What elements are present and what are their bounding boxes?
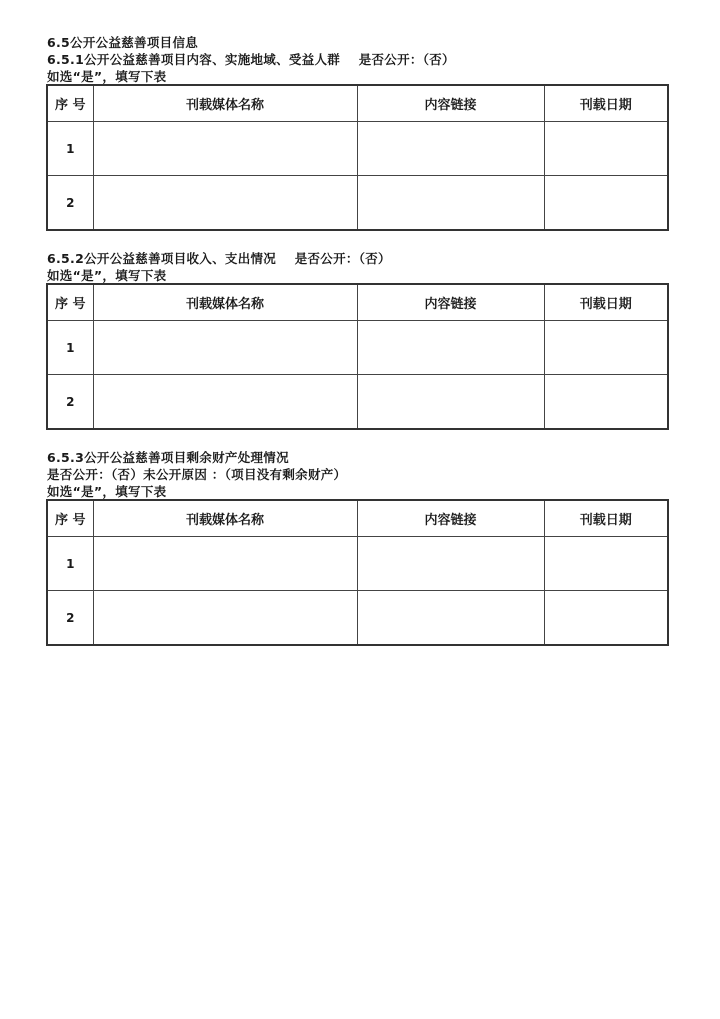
header-media-name: 刊载媒体名称 bbox=[93, 85, 357, 122]
media-name-cell[interactable] bbox=[93, 122, 357, 176]
row-number: 1 bbox=[47, 122, 93, 176]
publish-date-cell[interactable] bbox=[544, 321, 668, 375]
media-table-6-5-1 bbox=[46, 84, 669, 231]
section-6-5-2-heading: 6.5.2公开公益慈善项目收入、支出情况 是否公开：（否） bbox=[47, 251, 391, 266]
header-content-link: 内容链接 bbox=[357, 500, 544, 537]
content-link-cell[interactable] bbox=[357, 176, 544, 231]
header-content-link: 内容链接 bbox=[357, 85, 544, 122]
row-number: 2 bbox=[47, 591, 93, 646]
media-name-cell[interactable] bbox=[93, 176, 357, 231]
table-row bbox=[47, 591, 668, 646]
media-table-6-5-2 bbox=[46, 283, 669, 430]
row-number: 1 bbox=[47, 321, 93, 375]
table-row bbox=[47, 176, 668, 231]
section-6-5-3-heading: 6.5.3公开公益慈善项目剩余财产处理情况 bbox=[47, 450, 289, 465]
table-row bbox=[47, 321, 668, 375]
section-6-5-1-heading: 6.5.1公开公益慈善项目内容、实施地域、受益人群 是否公开：（否） bbox=[47, 52, 455, 67]
section-title: 6.5公开公益慈善项目信息 bbox=[47, 35, 199, 50]
header-serial: 序 号 bbox=[47, 284, 93, 321]
table-row bbox=[47, 537, 668, 591]
header-publish-date: 刊载日期 bbox=[544, 500, 668, 537]
publish-date-cell[interactable] bbox=[544, 176, 668, 231]
section-6-5-3-note: 如选“是”，填写下表 bbox=[47, 484, 167, 499]
section-6-5-3-subheading: 是否公开：（否）未公开原因 ：（项目没有剩余财产） bbox=[47, 467, 347, 482]
table-row bbox=[47, 122, 668, 176]
section-6-5-2-note: 如选“是”，填写下表 bbox=[47, 268, 167, 283]
row-number: 1 bbox=[47, 537, 93, 591]
table-header-row bbox=[47, 284, 668, 321]
publish-date-cell[interactable] bbox=[544, 122, 668, 176]
header-media-name: 刊载媒体名称 bbox=[93, 500, 357, 537]
media-name-cell[interactable] bbox=[93, 321, 357, 375]
publish-date-cell[interactable] bbox=[544, 591, 668, 646]
media-name-cell[interactable] bbox=[93, 375, 357, 430]
publish-date-cell[interactable] bbox=[544, 375, 668, 430]
media-table-6-5-3 bbox=[46, 499, 669, 646]
media-name-cell[interactable] bbox=[93, 591, 357, 646]
header-serial: 序 号 bbox=[47, 85, 93, 122]
content-link-cell[interactable] bbox=[357, 321, 544, 375]
header-media-name: 刊载媒体名称 bbox=[93, 284, 357, 321]
content-link-cell[interactable] bbox=[357, 375, 544, 430]
table-header-row bbox=[47, 85, 668, 122]
publish-date-cell[interactable] bbox=[544, 537, 668, 591]
header-serial: 序 号 bbox=[47, 500, 93, 537]
row-number: 2 bbox=[47, 176, 93, 231]
content-link-cell[interactable] bbox=[357, 537, 544, 591]
table-row bbox=[47, 375, 668, 430]
table-header-row bbox=[47, 500, 668, 537]
header-content-link: 内容链接 bbox=[357, 284, 544, 321]
row-number: 2 bbox=[47, 375, 93, 430]
media-name-cell[interactable] bbox=[93, 537, 357, 591]
content-link-cell[interactable] bbox=[357, 122, 544, 176]
header-publish-date: 刊载日期 bbox=[544, 284, 668, 321]
header-publish-date: 刊载日期 bbox=[544, 85, 668, 122]
section-6-5-1-note: 如选“是”，填写下表 bbox=[47, 69, 167, 84]
content-link-cell[interactable] bbox=[357, 591, 544, 646]
